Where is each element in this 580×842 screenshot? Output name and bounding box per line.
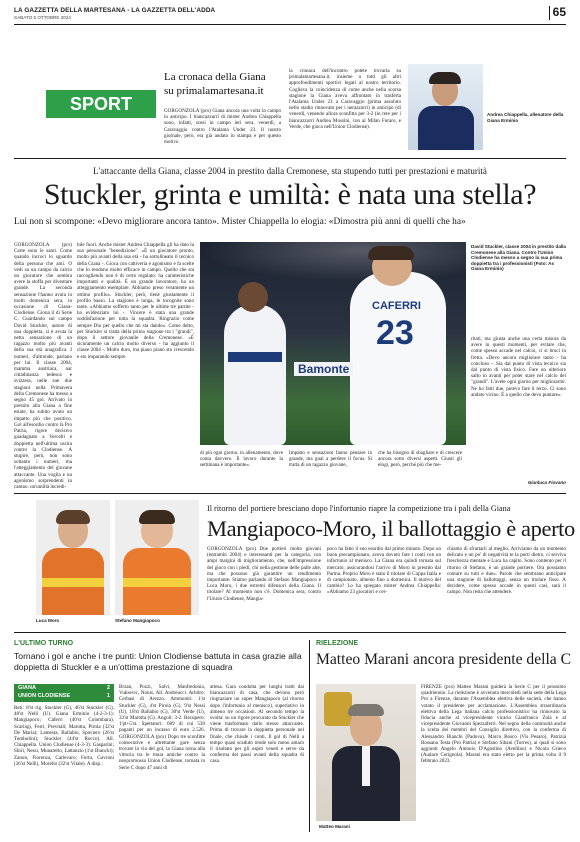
marani-caption: Matteo Marani [319, 824, 350, 829]
main-col-1 [14, 242, 72, 488]
last-round-label: L'ULTIMO TURNO [14, 640, 74, 647]
second-col-1: GORGONZOLA (pcs) Due portieri molto giovani (entrambi 2004) e interessanti per la categoria, con ampi margini di miglioramento, che, nell'impressione del gioco con i piedi, chi nella gestione delle palle alte, ma che possono già garantire un rendimento importante. Stiamo parlando di Stefano Mangiapoco e Luca Moro, i due estremi difensori della Giana. Il titolare? Al momento non c'è. Domenica sera, contro l'Union Clodiense, Mangia- [207, 546, 321, 602]
shirt-sponsor: Bamonte [294, 362, 353, 376]
score-home: 2 [106, 685, 110, 691]
main-headline: Stuckler, grinta e umiltà: è nata una stella? [43, 178, 537, 211]
last-round-col-3: attesa. Gara condotta per lunghi tratti dai biancazzurri di casa, che devono però ringraziare un super Mangiapoco (al ritorno dopo l'infortunio al menisco), superlativo in almeno tre occasioni. Al secondo tempo la svolta: su un rigore procurato da Stuckler che viene trasformato dallo stesso attaccante. Prima di trovare la doppietta personale nel finale, che chiude i conti. Il gol di Nelli a tempo quasi scaduto rende solo meno amaro il risultato per gli ospiti veneti e serve da conferma dei passi avanti della squadra di casa. [210, 684, 304, 765]
main-byline: Gianluca Fiovano [527, 480, 566, 485]
mangiapoco-caption: Stefano Mangiapoco [115, 618, 160, 623]
second-col-3: chiamo di sfruttarli al meglio. Arriviamo da un momento delicato e un po' di negatività te la porti dietro, ci serviva freschezza mentale e Luca ha capito. Sono contento per il ritorno di Stefano, è un grande portiere. Ora possiamo contare su tutti e due». Parole che sembrano anticipare una stagione di ballottaggi, senza un titolare fisso. A decidere, come spesso accade in questi casi, sarà il campo. Non resta che attendere. [447, 546, 566, 596]
promo-title-line1: La cronaca della Giana [164, 71, 266, 83]
score-away-team: UNION CLODIENSE [18, 693, 71, 699]
main-col-6: ritati, ma giusta anche una certa misura da avere in questi momenti, per evitare che, come spesso accade nel calcio, ci si bruci in fretta. «Devo ancora migliorare tanto - ha concluso -. Sia dal punto di vista tecnico sia dal punto di vista fisico. Fare un ulteriore salto in avanti per poter stare nel calcio dei "grandi". L'avete ogni giorno per migliorarmi. Ne ho fatti due, potevo fare il terzo. Ci sono andato vicino. È a quello che devo puntare». [471, 336, 566, 398]
marani-photo [316, 684, 416, 821]
second-kicker: Il ritorno del portiere bresciano dopo l'infortunio riapre la competizione tra i pali della Giana [207, 504, 511, 513]
main-col-2: bile fuori. Anche mister Andrea Chiappella gli ha dato la sua personale "benedizione". «È un giocatore pronto, molto più avanti della sua età - ha sottolineato il tecnico della Giana -. Gioca con cattiveria e agonismo e fa scelte che lo rendono molto efficace in campo. Quello che sta raccogliendo non è di certo regalato: ha caratteristiche importanti e qualità. È un grande lavoratore, ha un atteggiamento esemplare. Abbiamo preso veramente un ottimo profilo». Stuckler, però, tiene giustamente il profilo basso. La stagione è lunga, le incognite sono tante. «Abbiamo sofferto tanto per le ultime tre partite - ha evidenziato lui -. Vincere è stata una grande soddisfazione per tutta la squadra. Ringrazio come sempre Dio per quello che mi sta dando». Come detto, per Stuckler si tratta della prima stagione tra i "grandi", dopo il settore giovanile della Cremonese. «È sicuramente un calcio molto diverso - ha aggiunto il classe 2004 -. Molto duro, ma piano piano sto crescendo e sto imparando sempre [77, 242, 194, 360]
stuckler-photo-caption: David Stuckler, classe 2004 in prestito dalla Cremonese alla Giana. Contro l'Union Clodiense ha messo a segno la sua prima doppietta tra i professionisti (Foto: As Giana Erminio) [471, 244, 566, 272]
promo-body-2: la cronaca dell'incontro potete trovarla su primalamartesana.it, insieme a tutti gli altri approfondimenti sportivi legati al nostro territorio. Coglieva la coincidenza di come anche nella scorsa stagione la Giana aveva affrontato in trasferta l'Atalanta Under 23 a Caravaggio (prima assoluto nello stadio rinnovato per i nerazzurri) in anticipo (di venerdì, venendo allora sconfitta per 3-2 (in rete per i biancazzurri Andrea Mossini, con al Milan Furaro, e Verde, che gioca nell'Union Clodiense). [289, 68, 401, 130]
main-kicker: L'attaccante della Giana, classe 2004 in prestito dalla Cremonese, sta stupendo tutti per prestazioni e maturità [93, 166, 487, 176]
coach-photo-caption: Andrea Chiappella, allenatore della Giana Erminio [487, 112, 564, 123]
moro-caption: Luca Moro [36, 618, 60, 623]
section-label-text: SPORT [69, 93, 132, 114]
main-col-4: Impatto e sensazioni fanno pensare in grande, ma guai a perdere il focus. Si tratta di un ragazzo giovane, [289, 450, 372, 469]
second-col-2: poco ha fatto il suo esordio dal primo minuto. Dopo un buon precampionato, aveva dovuto fare i conti con un infortunio al menisco. La Giana era quindi tornata sul mercato, assicurandosi l'arrivo di Moro in prestito dal Parma. Proprio Moro è stato il titolare di Coppa Italia e di campionato, almeno fino a domenica. Il motivo del cambio? Lo ha spiegato mister Andrea Chiappella: «Abbiamo 23 giocatori e cer- [327, 546, 441, 596]
election-headline: Matteo Marani ancora presidente della C [316, 651, 572, 668]
main-col-1-text: GORGONZOLA (pcs) Carte sono le santi. Come quando incroci lo sguardo della persona che ami. O vedi su un campo da calcio un giocatore che sembra avere la stoffa per diventare grande. La seconda sensazione l'hanno avuta in molti domenica sera, in occasione di Giana-Clodiense. Giona il di Serie C. Guardando sul campo David Stuckler, autore di una doppietta, si è avuta la netta sensazione di un ragazzo molto più avanti della sua età anagrafica. I numeri, d'altronde, parlano per lui. Il classe 2004, mamma austriaca, nar cittadinanza tedesca e svizzera, nelle sue due stagioni nella Primavera della Cremonese ha messo a segno 45 gol. Arrivato in prestito alla Giana a fine estate, ha subito avuto un impatto più che positivo. Gol all'esordio contro la Pro Patria, rigore decisivo guadagnato a Vercelli e doppietta nell'ultima uscita contro la Clodiense. [14, 242, 72, 453]
promo-title [164, 70, 282, 98]
last-round-col-2: Brzan, Pozzi, Salvi, Manfredonia, Vuksevic, Nonis. All. Andreucci. Arbitro: Cerbasi di Arezzo. Ammoniti: 1'st Stuckler (G), 4'st Pirola (G), 9'st Nessi (U), 18'st Ballabio (G), 30'st Verde (U), 33'st Marotta (G). Angoli: 3-2. Recupero: 1'pt+5'st. Spettatori: 689 di cui 530 paganti per un incasso di euro 2.526. GORGONZOLA (pcs) Dopo tre sconfitte consecutive e altrettante gare senza trovare la via del gol, la Giana torna alla vittoria tra le mura amiche contro la neopromossa Union Clodiense, tornata in Serie C dopo 47 anni di [119, 684, 205, 771]
election-body: FIRENZE (pcs) Matteo Marani guiderà la Serie C per il prossimo quadriennio. La rielezione è avvenuta mercoledì nella sede della Lega Pro a Firenze, durante l'Assemblea elettiva delle società, che hanno votato il presidente per acclamazione. L'Assemblea straordinaria elettiva della Lega italiana calcio professionistico ha rinnovato la fiducia anche al vicepresidente vicario Gianfranco Zola e al vicepresidente Giovanni Spezzaferri. Nel segno della continuità anche la scelta dei membri del Consiglio direttivo, con la conferma di Alessandro Bianchi (Padova), Marco Bosco (Vis Pesaro), Patrizia Rossana Testa (Pro Patria) e Stefano Sibani (Torres), ai quali si sono aggiunti Angelo Antonio D'Agostino (Avellino) e Nicola Grieco (Audace Cerignola). Marani era stato eletto per la prima volta il 9 febbraio 2023. [421, 684, 566, 765]
coach-photo [408, 64, 483, 150]
stuckler-photo [200, 242, 466, 445]
moro-photo [36, 500, 110, 615]
main-col-5: che ha bisogno di sbagliare e di crescere ancora sotto diversi aspetti. Giusti gli elogi, però, perché più che me- [378, 450, 462, 469]
main-col-3: di più ogni giorno, in allenamento, dove conta davvero. Il lavoro durante la settimana è importante». [200, 450, 283, 469]
shirt-name: CAFERRI [372, 300, 421, 312]
second-headline: Mangiapoco-Moro, il ballottaggio è aperto [207, 516, 575, 541]
score-box [14, 684, 114, 702]
score-home-team: GIANA [18, 685, 37, 691]
publication-date: SABATO 5 OTTOBRE 2024 [14, 15, 71, 20]
section-label [46, 90, 156, 118]
publication-name: LA GAZZETTA DELLA MARTESANA - LA GAZZETTA DELL'ADDA [14, 7, 216, 14]
page-number: 65 [552, 5, 566, 19]
mangiapoco-photo [115, 500, 199, 615]
promo-body: GORGONZOLA (pcs) Giana ancora una volta in campo in anticipo. I biancazzurri di mister Andrea Chiappella sono, infatti, scesi in campo ieri sera, venerdì, a Caravaggio contro l'Atalanta Under 23. Il nostro giornale, però, era già andato in stampa e per questo motivo [164, 108, 281, 146]
main-subhead: Lui non si scompone: «Devo migliorare ancora tanto». Mister Chiappella lo elogia: «Dimostra più anni di quelli che ha» [14, 217, 466, 227]
election-label: RIELEZIONE [316, 640, 359, 647]
main-col-1b-text: A stupire, però, non sono soltanto i numeri, ma l'atteggiamento del giovane attaccante. Una voglia e un agonismo sorprendenti in campo, un'umiltà incredi- [14, 446, 72, 488]
shirt-number: 23 [376, 314, 414, 352]
last-round-col-1: Reti: 8'st rig. Stuckler (G), 46'st Stuckler (G), 48'st Nelli (U). Giana Erminio (4-2-3-1): Mangiapoco; Caferri (40'st Colombara), Scaringi, Ferri, Previtali; Marotta, Pirola (32'st De Maria); Lamesta, Ballabio, Spaviero (26'st Tombolini); Stuckler (44'st Rocco). All. Chiappella. Union Clodiense (4-3-3): Gasparini; Shiri, Nessi, Munaretto, Lattanzio (1'st Bianchi); Zanon, Fiorenza, Carlevaro; Fortu, Gavroni (36'st Nelli), Morello (32'st Vitale). A disp.: [14, 705, 114, 767]
score-away: 1 [106, 693, 110, 699]
last-round-headline: Tornano i gol e anche i tre punti: Union Clodiense battuta in casa grazie alla doppietta di Stuckler e a un'ottima prestazione di squadra [14, 651, 302, 672]
promo-title-line2: su primalamartesana.it [164, 85, 264, 97]
